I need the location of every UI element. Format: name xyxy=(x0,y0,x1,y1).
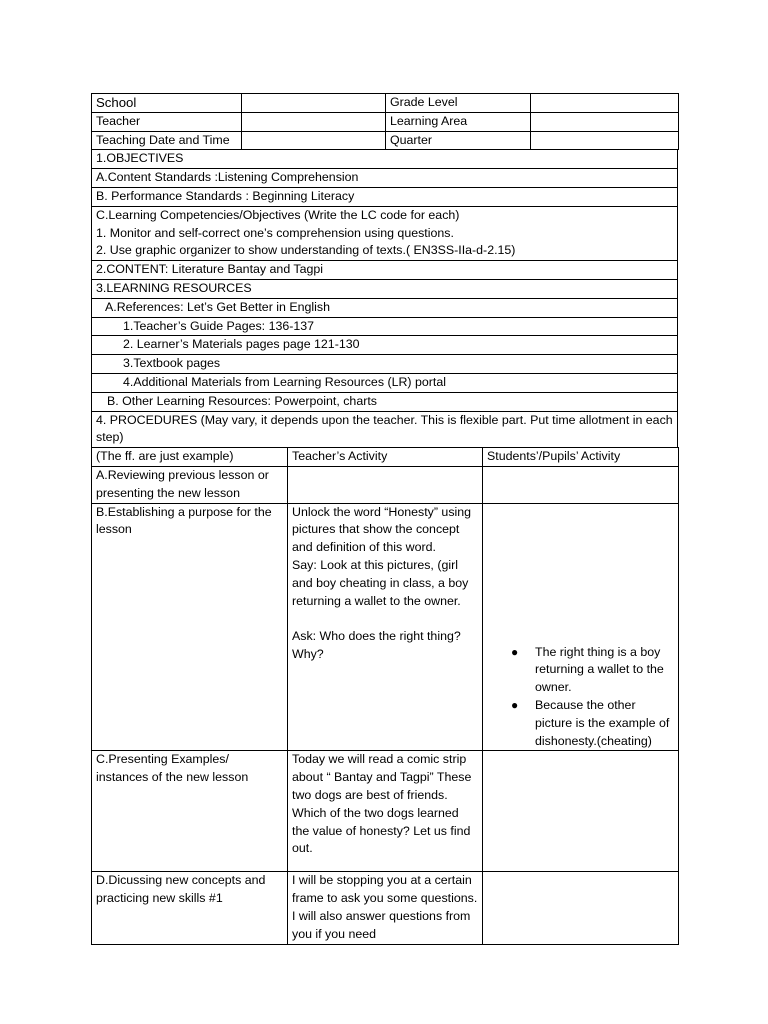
answer-text: Because the other picture is the example of dishonesty.(cheating) xyxy=(535,697,670,748)
procedure-step: A.Reviewing previous lesson or presenting the new lesson xyxy=(92,466,288,503)
teacher-activity: Today we will read a comic strip about “ Bantay and Tagpi” These two dogs are best of friends. Which of the two dogs learned the value of honesty? Let us find out. xyxy=(288,751,483,872)
procedures-header-row xyxy=(92,448,679,467)
list-item xyxy=(511,697,674,750)
school-label: School xyxy=(92,94,242,113)
bullet-icon: ● xyxy=(511,644,519,659)
blank-line xyxy=(292,610,478,628)
teachers-guide-row: 1.Teacher’s Guide Pages: 136-137 xyxy=(92,317,678,336)
list-item xyxy=(511,644,674,697)
grade-level-value xyxy=(531,94,679,113)
competencies-heading: C.Learning Competencies/Objectives (Write the LC code for each) xyxy=(96,207,460,222)
references-row: A.References: Let’s Get Better in English xyxy=(92,298,678,317)
additional-materials-row: 4.Additional Materials from Learning Resources (LR) portal xyxy=(92,373,678,392)
answer-text: The right thing is a boy returning a wallet to the owner. xyxy=(535,644,664,695)
grade-level-label: Grade Level xyxy=(386,94,531,113)
procedure-row xyxy=(92,751,679,872)
teacher-activity-text: Say: Look at this pictures, (girl and boy cheating in class, a boy returning a wallet to the owner. xyxy=(292,557,469,608)
teacher-activity-text: Ask: Who does the right thing? Why? xyxy=(292,629,461,661)
procedure-step: D.Dicussing new concepts and practicing new skills #1 xyxy=(92,872,288,944)
header-row xyxy=(92,131,679,150)
teacher-activity: I will be stopping you at a certain frame to ask you some questions. I will also answer questions from you if you need xyxy=(288,872,483,944)
students-answer-list xyxy=(487,644,674,751)
column-header-students: Students’/Pupils’ Activity xyxy=(483,448,679,467)
teacher-label: Teacher xyxy=(92,112,242,131)
students-activity xyxy=(483,503,679,751)
learning-competencies xyxy=(92,206,678,260)
quarter-value xyxy=(531,131,679,150)
blank-space xyxy=(487,504,674,644)
teacher-value xyxy=(242,112,386,131)
other-resources-row: B. Other Learning Resources: Powerpoint, charts xyxy=(92,392,678,411)
lesson-plan-document xyxy=(91,93,678,945)
objectives-table xyxy=(91,149,678,448)
content-row: 2.CONTENT: Literature Bantay and Tagpi xyxy=(92,261,678,280)
procedures-table xyxy=(91,447,679,944)
bullet-icon: ● xyxy=(511,697,519,712)
performance-standards: B. Performance Standards : Beginning Literacy xyxy=(92,187,678,206)
teacher-activity-text: Unlock the word “Honesty” using pictures that show the concept and definition of this word. xyxy=(292,504,472,555)
teacher-activity xyxy=(288,503,483,751)
column-header-example: (The ff. are just example) xyxy=(92,448,288,467)
procedure-row xyxy=(92,872,679,944)
learners-materials-row: 2. Learner’s Materials pages page 121-130 xyxy=(92,336,678,355)
procedure-row xyxy=(92,466,679,503)
competency-item: 1. Monitor and self-correct one’s comprehension using questions. xyxy=(96,225,454,240)
column-header-teacher: Teacher’s Activity xyxy=(288,448,483,467)
students-activity xyxy=(483,872,679,944)
procedure-step: C.Presenting Examples/ instances of the new lesson xyxy=(92,751,288,872)
procedure-step: B.Establishing a purpose for the lesson xyxy=(92,503,288,751)
learning-area-value xyxy=(531,112,679,131)
school-value xyxy=(242,94,386,113)
students-activity xyxy=(483,751,679,872)
students-activity xyxy=(483,466,679,503)
header-row xyxy=(92,112,679,131)
header-row xyxy=(92,94,679,113)
competency-item: 2. Use graphic organizer to show understanding of texts.( EN3SS-IIa-d-2.15) xyxy=(96,243,516,258)
learning-area-label: Learning Area xyxy=(386,112,531,131)
teaching-date-label: Teaching Date and Time xyxy=(92,131,242,150)
content-standards: A.Content Standards :Listening Comprehension xyxy=(92,169,678,188)
quarter-label: Quarter xyxy=(386,131,531,150)
procedure-row xyxy=(92,503,679,751)
teacher-activity xyxy=(288,466,483,503)
header-table xyxy=(91,93,679,150)
teaching-date-value xyxy=(242,131,386,150)
resources-heading: 3.LEARNING RESOURCES xyxy=(92,279,678,298)
textbook-row: 3.Textbook pages xyxy=(92,355,678,374)
procedures-heading: 4. PROCEDURES (May vary, it depends upon the teacher. This is flexible part. Put time allotment in each step) xyxy=(92,411,678,448)
objectives-heading: 1.OBJECTIVES xyxy=(92,150,678,169)
